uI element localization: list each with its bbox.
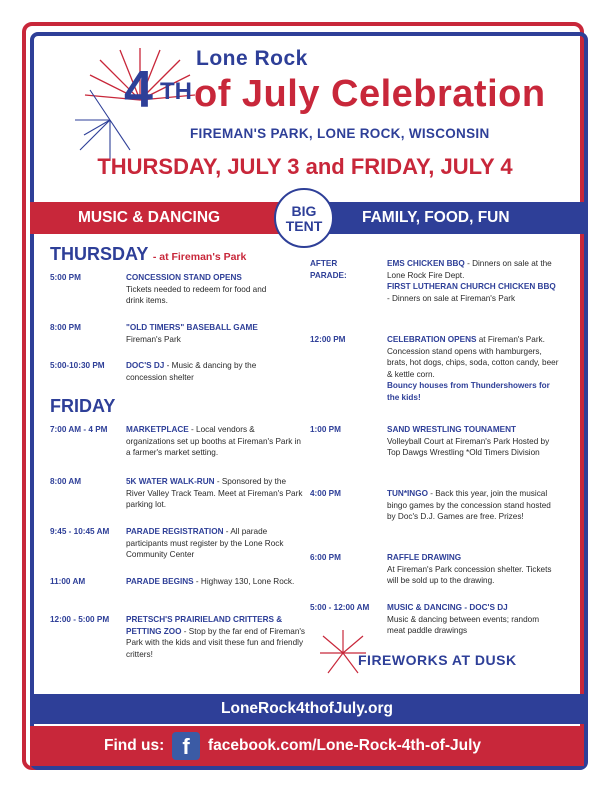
tent-line2: TENT — [285, 218, 323, 234]
event-time: 5:00 - 12:00 AM — [310, 603, 370, 612]
thursday-heading-row — [50, 244, 246, 265]
event-desc: - Back this year, join the musical bingo games by the concession stand hosted by Doc's D.J. Games are free. Prizes! — [387, 489, 551, 521]
event-desc: - Music & dancing by the concession shelter — [126, 361, 257, 382]
event-time: 11:00 AM — [50, 577, 86, 586]
banner-left — [30, 202, 280, 234]
title-th: TH — [160, 78, 192, 105]
event-time: 12:00 - 5:00 PM — [50, 615, 110, 624]
event-title: MARKETPLACE — [126, 425, 189, 434]
event-title: RAFFLE DRAWING — [387, 553, 462, 562]
event-time: 7:00 AM - 4 PM — [50, 425, 108, 434]
big-tent-badge — [274, 188, 334, 248]
event-time: 4:00 PM — [310, 489, 341, 498]
friday-heading: FRIDAY — [50, 396, 116, 416]
location-subtitle: FIREMAN'S PARK, LONE ROCK, WISCONSIN — [190, 126, 490, 141]
event-time: AFTER PARADE: — [310, 259, 347, 280]
find-us-label: Find us: — [104, 737, 165, 754]
event-time: 5:00 PM — [50, 273, 81, 282]
event-time: 1:00 PM — [310, 425, 341, 434]
event-desc: Fireman's Park — [126, 334, 181, 344]
event-title: CELEBRATION OPENS — [387, 335, 477, 344]
event-title: TUN*INGO — [387, 489, 428, 498]
event-desc: - Sponsored by the River Valley Track Team. Meet at Fireman's Park parking lot. — [126, 477, 303, 509]
banner-family-food-fun: FAMILY, FOOD, FUN — [362, 209, 510, 226]
event-title: EMS CHICKEN BBQ — [387, 259, 465, 268]
tent-line1: BIG — [291, 203, 317, 219]
event-desc: Tickets needed to redeem for food and drink items. — [126, 284, 267, 305]
event-extra: Bouncy houses from Thundershowers for the kids! — [387, 381, 550, 402]
website-link[interactable]: LoneRock4thofJuly.org — [30, 694, 584, 724]
banner-music-dancing: MUSIC & DANCING — [78, 209, 221, 226]
event-title-2: FIRST LUTHERAN CHURCH CHICKEN BBQ — [387, 282, 556, 291]
event-time: 8:00 PM — [50, 323, 81, 332]
event-desc: Volleyball Court at Fireman's Park Hosted by Top Dawgs Wrestling *Old Timers Division — [387, 436, 550, 457]
event-desc: - Highway 130, Lone Rock. — [193, 577, 295, 586]
thursday-subheading: - at Fireman's Park — [152, 251, 247, 263]
event-title: DOC'S DJ — [126, 361, 165, 370]
event-desc: At Fireman's Park concession shelter. Tickets will be sold up to the drawing. — [387, 564, 552, 585]
event-desc: - All parade participants must register by the Lone Rock Community Center — [126, 527, 284, 559]
event-desc: at Fireman's Park. Concession stand opens with hamburgers, brats, hot dogs, chips, soda, cotton candy, beer & kettle corn. — [387, 335, 559, 379]
facebook-link[interactable]: facebook.com/Lone-Rock-4th-of-July — [208, 737, 481, 754]
event-time: 6:00 PM — [310, 553, 341, 562]
event-title: PARADE BEGINS — [126, 577, 194, 586]
title-four: 4 — [124, 61, 153, 119]
event-title: 5K WATER WALK-RUN — [126, 477, 215, 486]
event-desc: - Stop by the far end of Fireman's Park with the kids and visit these fun and friendly critters! — [126, 626, 306, 659]
event-desc: - Dinners on sale at the Lone Rock Fire Dept. — [387, 259, 552, 280]
event-title: MUSIC & DANCING - DOC'S DJ — [387, 603, 508, 612]
thursday-heading: THURSDAY — [50, 244, 149, 264]
event-title: CONCESSION STAND OPENS — [126, 273, 242, 282]
facebook-icon[interactable]: f — [172, 732, 200, 760]
event-title: PARADE REGISTRATION — [126, 527, 224, 536]
event-desc: - Local vendors & organizations set up booths at Fireman's Park in a farmer's market setting. — [126, 425, 301, 457]
event-title: "OLD TIMERS" BASEBALL GAME — [126, 323, 258, 332]
event-time: 9:45 - 10:45 AM — [50, 527, 110, 536]
event-desc: Music & dancing between events; random meat paddle drawings — [387, 614, 540, 635]
event-time: 8:00 AM — [50, 477, 82, 486]
event-desc-2: - Dinners on sale at Fireman's Park — [387, 293, 516, 303]
title-lone-rock: Lone Rock — [196, 47, 308, 70]
title-of-july-celebration: of July Celebration — [194, 73, 546, 115]
event-dates: THURSDAY, JULY 3 and FRIDAY, JULY 4 — [97, 154, 513, 179]
event-time: 5:00-10:30 PM — [50, 361, 105, 370]
fireworks-at-dusk: FIREWORKS AT DUSK — [358, 652, 517, 668]
event-title: PRETSCH'S PRAIRIELAND CRITTERS & PETTING ZOO — [126, 615, 283, 636]
event-time: 12:00 PM — [310, 335, 346, 344]
facebook-bar — [30, 726, 584, 766]
banner-right — [320, 202, 584, 234]
event-title: SAND WRESTLING TOUNAMENT — [387, 425, 517, 434]
